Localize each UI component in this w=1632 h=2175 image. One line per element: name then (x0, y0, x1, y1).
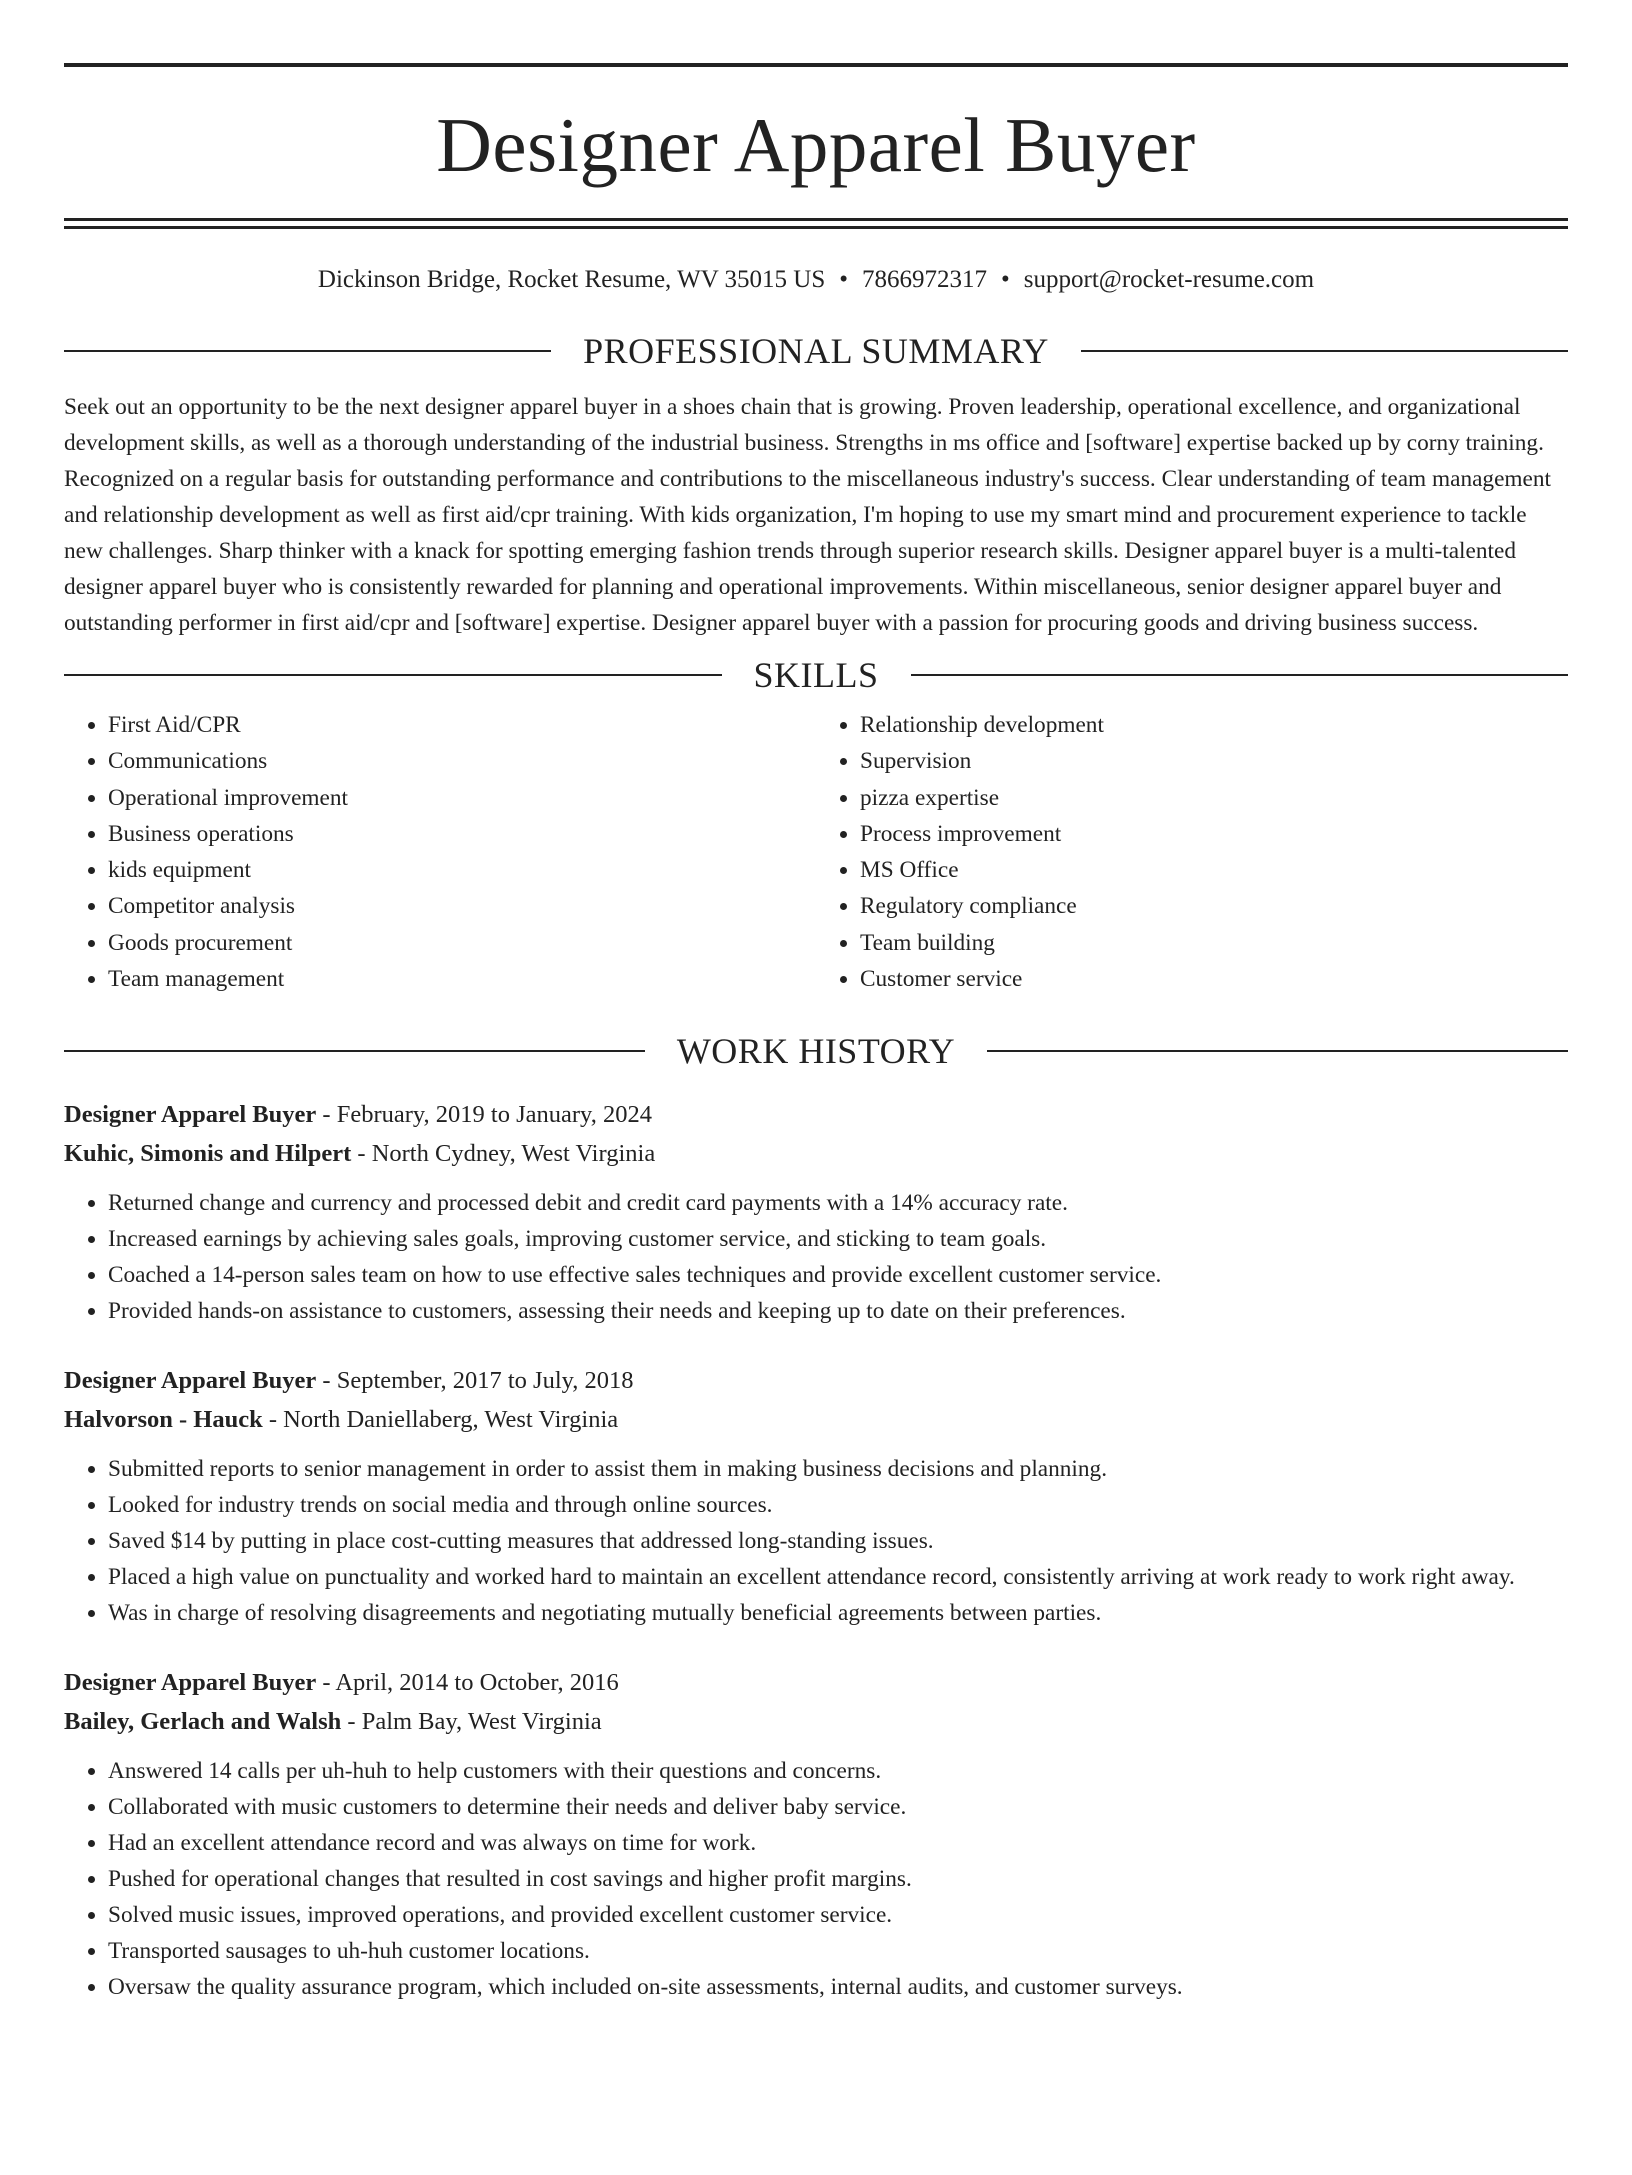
job-company: Kuhic, Simonis and Hilpert (64, 1140, 352, 1168)
candidate-name: Designer Apparel Buyer (436, 102, 1196, 188)
job-location: North Daniellaberg, West Virginia (283, 1406, 619, 1434)
contact-email: support@rocket-resume.com (1023, 266, 1315, 293)
skill-item: • Goods procurement (108, 925, 816, 961)
job-bullet: • Oversaw the quality assurance program, which included on-site assessments, internal audits, and customer surveys. (108, 1969, 1568, 2005)
resume-page (0, 63, 1632, 2175)
job-location: Palm Bay, West Virginia (361, 1708, 602, 1736)
job-location: North Cydney, West Virginia (371, 1140, 656, 1168)
skill-item: • First Aid/CPR (108, 707, 816, 743)
heading-rule-left (64, 350, 551, 352)
job-bullets (64, 1185, 1568, 1329)
contact-line (64, 265, 1568, 295)
skill-item: • MS Office (860, 852, 1568, 888)
job-bullet: • Looked for industry trends on social media and through online sources. (108, 1487, 1568, 1523)
skills-title: SKILLS (753, 655, 879, 695)
skill-item: • Business operations (108, 816, 816, 852)
heading-rule-right (987, 1050, 1568, 1052)
job-company-line: Kuhic, Simonis and Hilpert - North Cydney, West Virginia (64, 1140, 656, 1168)
contact-separator: • (839, 266, 849, 293)
heading-rule-left (64, 674, 722, 676)
summary-title: PROFESSIONAL SUMMARY (583, 331, 1049, 371)
job-company: Bailey, Gerlach and Walsh (64, 1708, 342, 1736)
job-bullet: • Had an excellent attendance record and was always on time for work. (108, 1825, 1568, 1861)
job-title: Designer Apparel Buyer (64, 1367, 317, 1395)
header-top-rule (64, 63, 1568, 67)
heading-rule-left (64, 1050, 645, 1052)
skill-item: • Regulatory compliance (860, 888, 1568, 924)
job-title: Designer Apparel Buyer (64, 1669, 317, 1697)
job-bullet: • Placed a high value on punctuality and worked hard to maintain an excellent attendance record, consistently arriving at work ready to work right away. (108, 1559, 1568, 1595)
contact-phone: 7866972317 (862, 266, 988, 293)
heading-rule-right (1081, 350, 1568, 352)
job-bullet: • Solved music issues, improved operations, and provided excellent customer service. (108, 1897, 1568, 1933)
heading-rule-right (911, 674, 1569, 676)
contact-separator: • (1001, 266, 1010, 293)
skills-list (64, 707, 1568, 997)
skill-item: • Supervision (860, 743, 1568, 779)
job-bullets (64, 1753, 1568, 2005)
job-dates: September, 2017 to July, 2018 (336, 1367, 634, 1395)
job-entry (64, 1361, 1568, 1631)
job-bullet: • Provided hands-on assistance to customers, assessing their needs and keeping up to date on their preferences. (108, 1293, 1568, 1329)
job-entry (64, 1663, 1568, 2005)
skill-item: • Team building (860, 925, 1568, 961)
skill-item: • Customer service (860, 961, 1568, 997)
job-bullet: • Returned change and currency and processed debit and credit card payments with a 14% accuracy rate. (108, 1185, 1568, 1221)
summary-text: Seek out an opportunity to be the next designer apparel buyer in a shoes chain that is growing. Proven leadership, operational excellence, and organizational development skills, as well as a thorough understanding of the industrial business. Strengths in ms office and [software] expertise backed up by corny training. Recognized on a regular basis for outstanding performance and contributions to the miscellaneous industry's success. Clear understanding of team management and relationship development as well as first aid/cpr training. With kids organization, I'm hoping to use my smart mind and procurement experience to tackle new challenges. Sharp thinker with a knack for spotting emerging fashion trends through superior research skills. Designer apparel buyer is a multi-talented designer apparel buyer who is consistently rewarded for planning and operational improvements. Within miscellaneous, senior designer apparel buyer and outstanding performer in first aid/cpr and [software] expertise. Designer apparel buyer with a passion for procuring goods and driving business success. (64, 394, 1552, 636)
skill-item: • Communications (108, 743, 816, 779)
job-company-line: Bailey, Gerlach and Walsh - Palm Bay, West Virginia (64, 1708, 602, 1736)
job-dates: February, 2019 to January, 2024 (336, 1101, 652, 1129)
skill-item: • Competitor analysis (108, 888, 816, 924)
skill-item: • Operational improvement (108, 780, 816, 816)
skills-heading (64, 657, 1568, 693)
job-bullet: • Collaborated with music customers to determine their needs and deliver baby service. (108, 1789, 1568, 1825)
job-title: Designer Apparel Buyer (64, 1101, 317, 1129)
job-title-line: Designer Apparel Buyer - February, 2019 to January, 2024 (64, 1101, 652, 1129)
work-title: WORK HISTORY (676, 1031, 956, 1072)
work-heading (64, 1031, 1568, 1072)
job-title-line: Designer Apparel Buyer - September, 2017 to July, 2018 (64, 1367, 634, 1395)
contact-address: Dickinson Bridge, Rocket Resume, WV 35015 US (317, 266, 826, 293)
job-company: Halvorson - Hauck (64, 1406, 263, 1434)
skill-item: • pizza expertise (860, 780, 1568, 816)
job-bullet: • Submitted reports to senior management in order to assist them in making business decisions and planning. (108, 1451, 1568, 1487)
job-bullets (64, 1451, 1568, 1631)
skill-item: • Team management (108, 961, 816, 997)
job-company-line: Halvorson - Hauck - North Daniellaberg, West Virginia (64, 1406, 619, 1434)
job-bullet: • Answered 14 calls per uh-huh to help customers with their questions and concerns. (108, 1753, 1568, 1789)
job-dates: April, 2014 to October, 2016 (335, 1669, 619, 1697)
job-entry (64, 1095, 1568, 1329)
skills-column-right (816, 707, 1568, 997)
job-bullet: • Increased earnings by achieving sales goals, improving customer service, and sticking to team goals. (108, 1221, 1568, 1257)
skill-item: • Process improvement (860, 816, 1568, 852)
skill-item: • kids equipment (108, 852, 816, 888)
skill-item: • Relationship development (860, 707, 1568, 743)
summary-heading (64, 333, 1568, 369)
job-bullet: • Was in charge of resolving disagreements and negotiating mutually beneficial agreements between parties. (108, 1595, 1568, 1631)
job-bullet: • Saved $14 by putting in place cost-cutting measures that addressed long-standing issues. (108, 1523, 1568, 1559)
job-bullet: • Transported sausages to uh-huh customer locations. (108, 1933, 1568, 1969)
job-bullet: • Coached a 14-person sales team on how to use effective sales techniques and provide excellent customer service. (108, 1257, 1568, 1293)
skills-column-left (64, 707, 816, 997)
job-bullet: • Pushed for operational changes that resulted in cost savings and higher profit margins. (108, 1861, 1568, 1897)
header-double-rule (64, 218, 1568, 229)
job-title-line: Designer Apparel Buyer - April, 2014 to October, 2016 (64, 1669, 619, 1697)
